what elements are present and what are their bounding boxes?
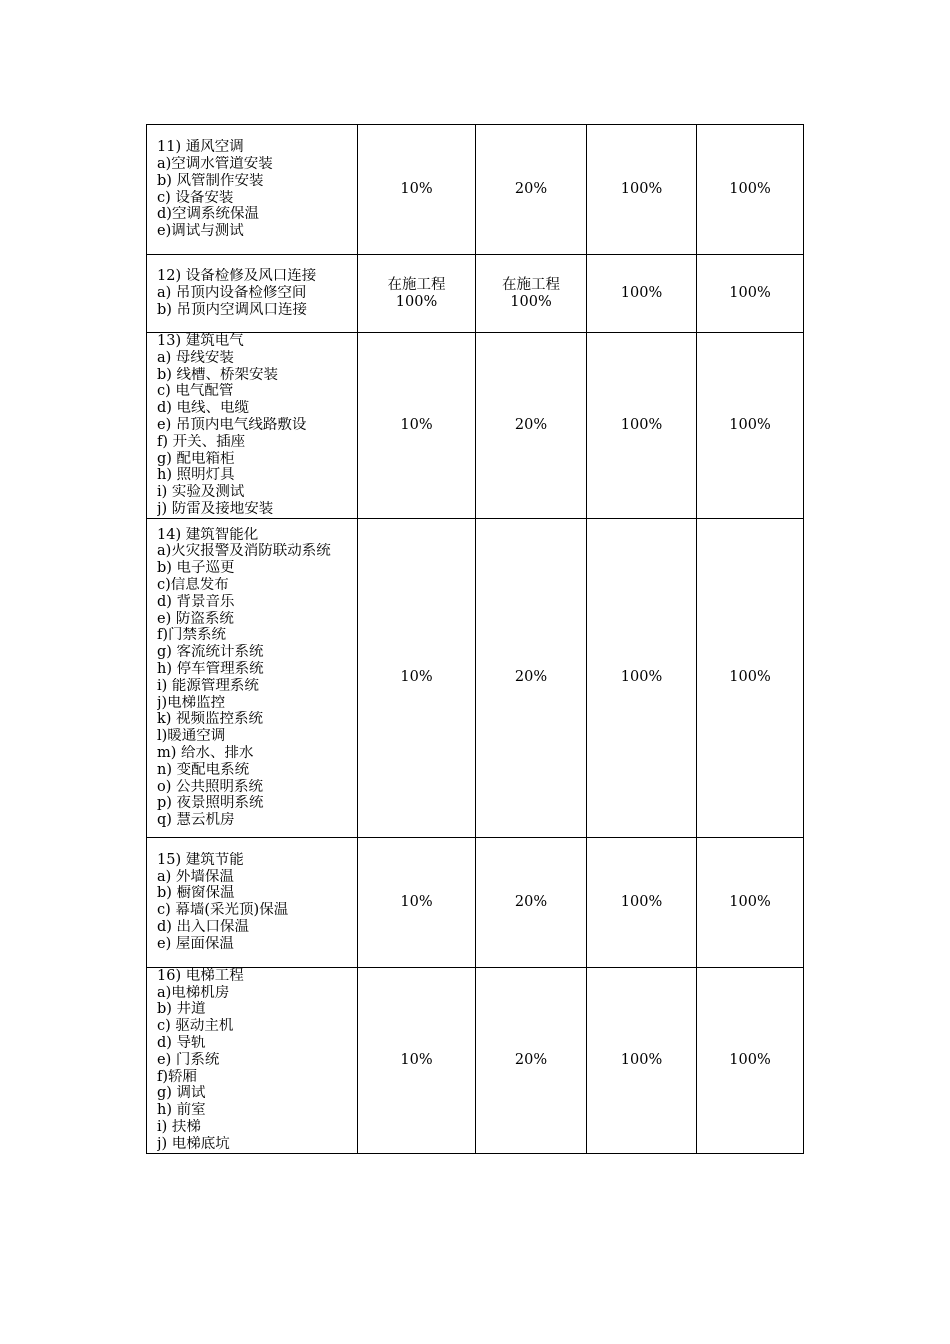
table-body: [147, 125, 804, 1154]
value-cell: [476, 837, 587, 967]
value-cell: [476, 255, 587, 333]
value-cell: [587, 837, 697, 967]
item-line: c) 电气配管: [157, 383, 234, 400]
value-cell: [358, 967, 476, 1153]
item-cell: [147, 125, 358, 255]
item-line: e) 防盗系统: [157, 610, 234, 627]
item-line: q) 慧云机房: [157, 812, 235, 829]
item-line: g) 客流统计系统: [157, 644, 264, 661]
value-line: 100%: [620, 669, 663, 686]
item-line: d)空调系统保温: [157, 206, 259, 223]
value-line: 在施工程: [502, 276, 560, 293]
value-line: 20%: [514, 893, 548, 910]
item-line: n) 变配电系统: [157, 761, 250, 778]
item-line: a)空调水管道安装: [157, 155, 273, 172]
item-cell: [147, 518, 358, 837]
item-cell: [147, 837, 358, 967]
item-line: a) 吊顶内设备检修空间: [157, 285, 307, 302]
item-line: h) 照明灯具: [157, 467, 235, 484]
item-line: b) 线槽、桥架安装: [157, 366, 279, 383]
item-line: 16) 电梯工程: [157, 967, 244, 984]
value-cell: [358, 255, 476, 333]
item-line: o) 公共照明系统: [157, 778, 263, 795]
value-line: 10%: [400, 181, 433, 198]
value-line: 100%: [729, 285, 771, 302]
item-line: a)电梯机房: [157, 984, 230, 1001]
item-line: j) 防雷及接地安装: [157, 500, 274, 517]
value-cell: [476, 125, 587, 255]
value-line: 在施工程: [387, 276, 446, 293]
item-line: h) 前室: [157, 1102, 206, 1119]
value-line: 100%: [620, 285, 663, 302]
value-cell: [697, 518, 804, 837]
value-line: 100%: [729, 181, 771, 198]
value-line: 20%: [514, 1051, 548, 1068]
item-line: p) 夜景照明系统: [157, 795, 264, 812]
value-line: 100%: [620, 893, 663, 910]
item-line: e) 屋面保温: [157, 935, 234, 952]
value-cell: [697, 333, 804, 519]
item-line: h) 停车管理系统: [157, 660, 264, 677]
item-line: a) 外墙保温: [157, 868, 234, 885]
value-line: 10%: [400, 893, 433, 910]
value-cell: [358, 333, 476, 519]
item-cell: [147, 255, 358, 333]
item-line: f)轿厢: [157, 1068, 198, 1085]
value-cell: [587, 967, 697, 1153]
value-line: 100%: [729, 1051, 771, 1068]
value-cell: [697, 837, 804, 967]
item-line: c) 驱动主机: [157, 1018, 234, 1035]
value-line: 100%: [620, 416, 663, 433]
item-line: e)调试与测试: [157, 223, 244, 240]
item-line: c) 幕墙(采光顶)保温: [157, 902, 289, 919]
value-line: 100%: [620, 1051, 663, 1068]
value-cell: [476, 518, 587, 837]
inspection-ratio-table: [146, 124, 804, 1154]
value-line: 10%: [400, 416, 433, 433]
item-line: c) 设备安装: [157, 189, 234, 206]
value-cell: [358, 518, 476, 837]
item-line: i) 能源管理系统: [157, 677, 259, 694]
item-line: k) 视频监控系统: [157, 711, 264, 728]
table-row: [147, 518, 804, 837]
item-line: f)门禁系统: [157, 627, 227, 644]
table-row: [147, 837, 804, 967]
item-line: j) 电梯底坑: [157, 1135, 230, 1152]
value-line: 100%: [729, 669, 771, 686]
item-line: j)电梯监控: [157, 694, 226, 711]
item-cell: [147, 967, 358, 1153]
table-row: [147, 125, 804, 255]
value-cell: [697, 967, 804, 1153]
value-line: 100%: [510, 293, 552, 310]
item-line: d) 背景音乐: [157, 593, 235, 610]
item-line: g) 调试: [157, 1085, 206, 1102]
value-cell: [697, 255, 804, 333]
value-line: 100%: [729, 416, 771, 433]
item-cell: [147, 333, 358, 519]
item-line: b) 电子巡更: [157, 560, 235, 577]
value-cell: [587, 255, 697, 333]
value-cell: [587, 125, 697, 255]
item-line: l)暖通空调: [157, 728, 226, 745]
item-line: e) 门系统: [157, 1051, 220, 1068]
item-line: b) 橱窗保温: [157, 885, 235, 902]
item-line: d) 导轨: [157, 1034, 206, 1051]
value-cell: [358, 125, 476, 255]
item-line: 12) 设备检修及风口连接: [157, 268, 317, 285]
value-line: 20%: [514, 669, 548, 686]
item-line: m) 给水、排水: [157, 744, 254, 761]
table-row: [147, 255, 804, 333]
item-line: 11) 通风空调: [157, 139, 244, 156]
item-line: b) 风管制作安装: [157, 172, 264, 189]
value-cell: [476, 967, 587, 1153]
item-line: i) 实验及测试: [157, 484, 245, 501]
item-line: e) 吊顶内电气线路敷设: [157, 416, 307, 433]
table-row: [147, 967, 804, 1153]
item-line: d) 出入口保温: [157, 919, 250, 936]
item-line: a) 母线安装: [157, 349, 234, 366]
value-line: 20%: [514, 416, 548, 433]
value-cell: [358, 837, 476, 967]
item-line: a)火灾报警及消防联动系统: [157, 543, 331, 560]
table-row: [147, 333, 804, 519]
value-cell: [587, 518, 697, 837]
item-line: c)信息发布: [157, 576, 229, 593]
value-line: 100%: [729, 893, 771, 910]
item-line: i) 扶梯: [157, 1118, 201, 1135]
item-line: b) 井道: [157, 1001, 206, 1018]
item-line: d) 电线、电缆: [157, 400, 250, 417]
item-line: f) 开关、插座: [157, 433, 246, 450]
item-line: b) 吊顶内空调风口连接: [157, 301, 308, 318]
value-line: 100%: [395, 293, 438, 310]
item-line: 13) 建筑电气: [157, 333, 244, 349]
item-line: 15) 建筑节能: [157, 851, 244, 868]
item-line: 14) 建筑智能化: [157, 526, 259, 543]
value-line: 20%: [514, 181, 548, 198]
item-line: g) 配电箱柜: [157, 450, 235, 467]
value-cell: [697, 125, 804, 255]
value-line: 10%: [400, 669, 433, 686]
value-cell: [476, 333, 587, 519]
value-line: 10%: [400, 1051, 433, 1068]
value-line: 100%: [620, 181, 663, 198]
value-cell: [587, 333, 697, 519]
